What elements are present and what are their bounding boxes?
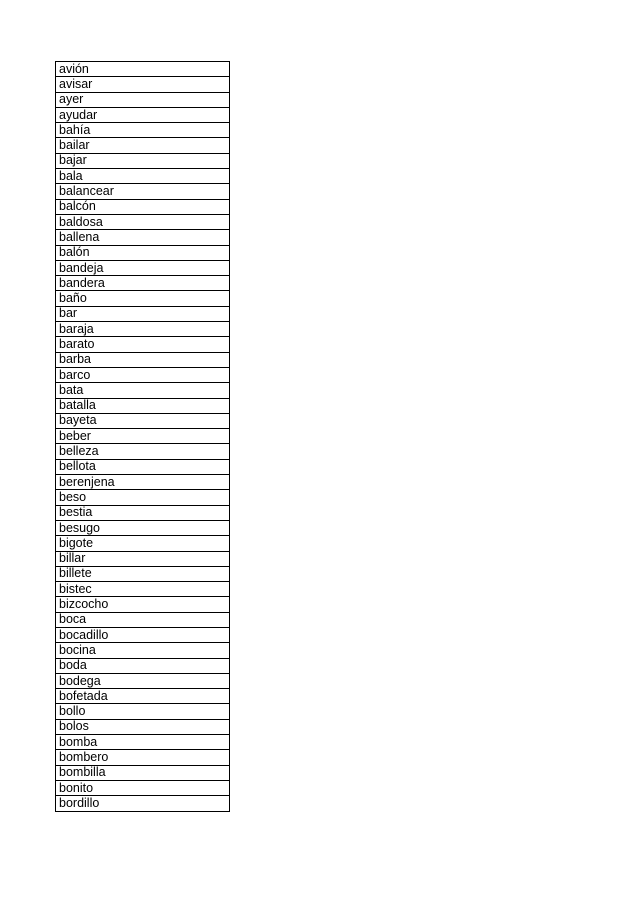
table-row	[56, 765, 230, 780]
table-row	[56, 199, 230, 214]
table-row	[56, 719, 230, 734]
table-row	[56, 245, 230, 260]
word-cell: bahía	[56, 123, 230, 138]
table-row	[56, 383, 230, 398]
word-cell: bar	[56, 306, 230, 321]
table-row	[56, 322, 230, 337]
word-cell: avión	[56, 62, 230, 77]
word-cell: balón	[56, 245, 230, 260]
word-cell: ayer	[56, 92, 230, 107]
word-cell: bollo	[56, 704, 230, 719]
word-cell: bomba	[56, 735, 230, 750]
word-cell: bodega	[56, 673, 230, 688]
word-list-body	[56, 62, 230, 812]
table-row	[56, 230, 230, 245]
table-row	[56, 444, 230, 459]
table-row	[56, 750, 230, 765]
word-cell: barco	[56, 367, 230, 382]
table-row	[56, 92, 230, 107]
table-row	[56, 291, 230, 306]
table-row	[56, 429, 230, 444]
table-row	[56, 597, 230, 612]
word-cell: bistec	[56, 582, 230, 597]
word-cell: bajar	[56, 153, 230, 168]
table-row	[56, 169, 230, 184]
word-cell: beber	[56, 429, 230, 444]
table-row	[56, 536, 230, 551]
word-cell: bala	[56, 169, 230, 184]
table-row	[56, 551, 230, 566]
table-row	[56, 413, 230, 428]
table-row	[56, 367, 230, 382]
table-row	[56, 780, 230, 795]
word-cell: batalla	[56, 398, 230, 413]
table-row	[56, 123, 230, 138]
table-row	[56, 520, 230, 535]
table-row	[56, 153, 230, 168]
word-cell: bordillo	[56, 796, 230, 811]
table-row	[56, 306, 230, 321]
table-row	[56, 673, 230, 688]
table-row	[56, 337, 230, 352]
table-row	[56, 658, 230, 673]
table-row	[56, 398, 230, 413]
word-cell: bandeja	[56, 260, 230, 275]
word-cell: barba	[56, 352, 230, 367]
word-cell: besugo	[56, 520, 230, 535]
word-cell: ayudar	[56, 107, 230, 122]
word-cell: bocina	[56, 643, 230, 658]
table-row	[56, 184, 230, 199]
word-cell: bonito	[56, 780, 230, 795]
table-row	[56, 505, 230, 520]
table-row	[56, 459, 230, 474]
table-row	[56, 352, 230, 367]
word-cell: billar	[56, 551, 230, 566]
word-list-table	[55, 61, 230, 812]
word-cell: baldosa	[56, 214, 230, 229]
word-cell: bocadillo	[56, 627, 230, 642]
word-cell: bellota	[56, 459, 230, 474]
table-row	[56, 643, 230, 658]
word-cell: avisar	[56, 77, 230, 92]
table-row	[56, 612, 230, 627]
word-cell: bayeta	[56, 413, 230, 428]
word-cell: balancear	[56, 184, 230, 199]
table-row	[56, 627, 230, 642]
word-cell: bolos	[56, 719, 230, 734]
table-row	[56, 796, 230, 811]
word-cell: baraja	[56, 322, 230, 337]
table-row	[56, 214, 230, 229]
table-row	[56, 475, 230, 490]
table-row	[56, 276, 230, 291]
table-row	[56, 689, 230, 704]
table-row	[56, 566, 230, 581]
word-cell: bailar	[56, 138, 230, 153]
word-cell: berenjena	[56, 475, 230, 490]
word-cell: bigote	[56, 536, 230, 551]
word-cell: bofetada	[56, 689, 230, 704]
word-cell: boda	[56, 658, 230, 673]
word-cell: beso	[56, 490, 230, 505]
table-row	[56, 490, 230, 505]
table-row	[56, 735, 230, 750]
word-cell: bestia	[56, 505, 230, 520]
table-row	[56, 62, 230, 77]
word-cell: bombilla	[56, 765, 230, 780]
word-cell: ballena	[56, 230, 230, 245]
table-row	[56, 77, 230, 92]
table-row	[56, 260, 230, 275]
word-cell: barato	[56, 337, 230, 352]
word-cell: billete	[56, 566, 230, 581]
word-cell: balcón	[56, 199, 230, 214]
word-cell: bata	[56, 383, 230, 398]
table-row	[56, 107, 230, 122]
word-cell: baño	[56, 291, 230, 306]
word-cell: bizcocho	[56, 597, 230, 612]
word-cell: bombero	[56, 750, 230, 765]
table-row	[56, 138, 230, 153]
word-cell: belleza	[56, 444, 230, 459]
table-row	[56, 582, 230, 597]
word-cell: bandera	[56, 276, 230, 291]
table-row	[56, 704, 230, 719]
word-cell: boca	[56, 612, 230, 627]
